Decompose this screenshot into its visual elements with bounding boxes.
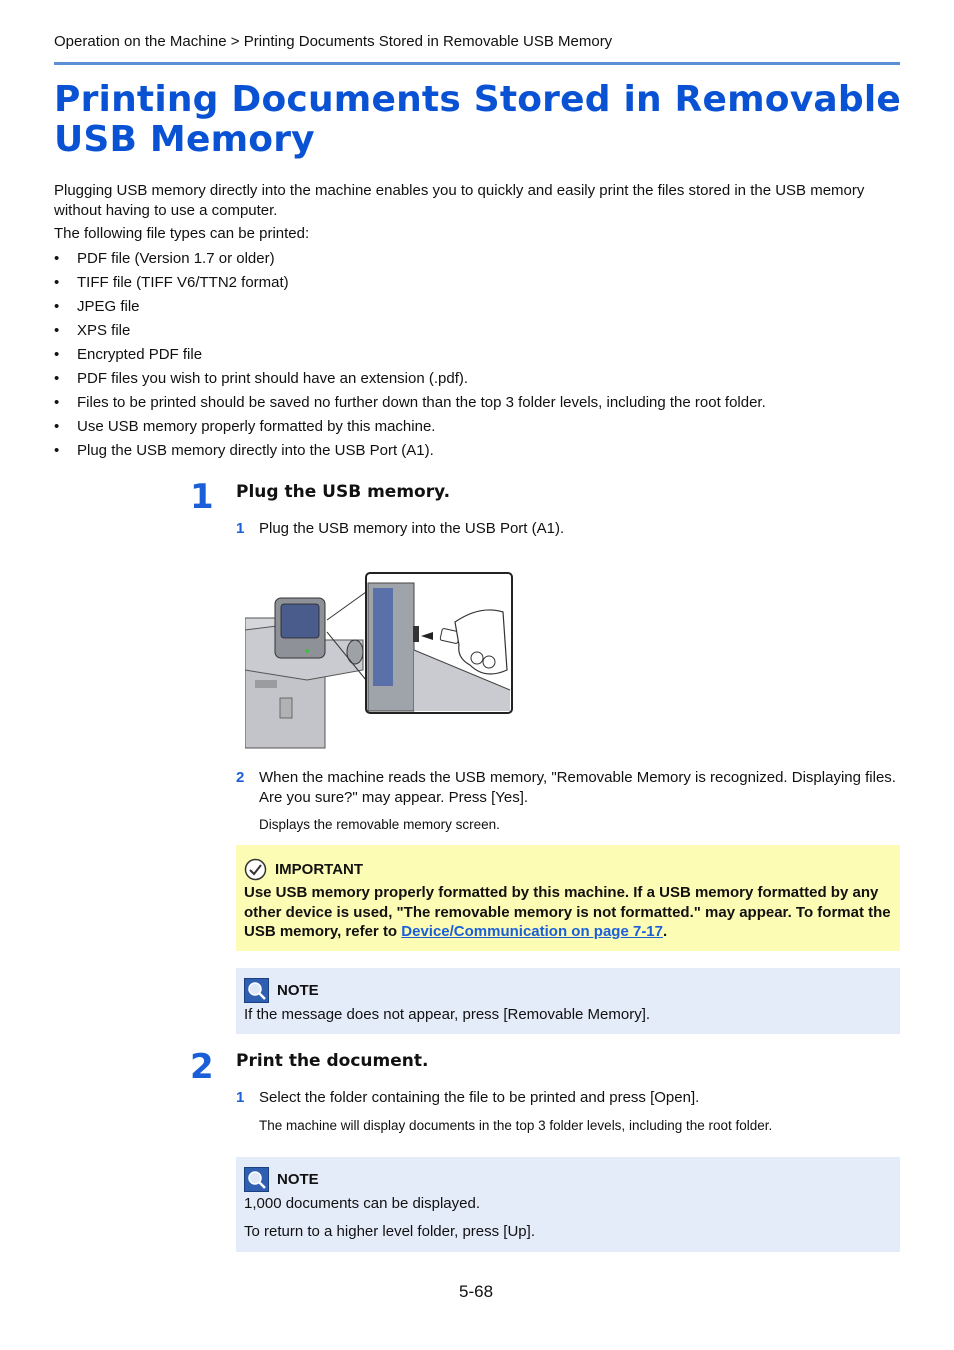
list-item: • JPEG file (54, 295, 900, 319)
note-header (244, 1167, 319, 1192)
intro-paragraph: Plugging USB memory directly into the machine enables you to quickly and easily print the files stored in the USB memory without having to use a computer. (54, 182, 865, 219)
page-number: 5-68 (459, 1282, 494, 1301)
page-title-line1: Printing Documents Stored in Removable (54, 79, 902, 120)
note-magnifier-icon (244, 978, 269, 1003)
step2-substep1 (236, 1088, 900, 1108)
list-item: • TIFF file (TIFF V6/TTN2 format) (54, 271, 900, 295)
important-label: IMPORTANT (275, 861, 364, 878)
breadcrumb: Operation on the Machine > Printing Documents Stored in Removable USB Memory (54, 33, 613, 50)
step2-title: Print the document. (236, 1051, 429, 1071)
important-text: Use USB memory properly formatted by this machine. If a USB memory formatted by any other device is used, "The removable memory is not formatted." may appear. To format the USB memory, refer to (244, 884, 891, 940)
list-item: • PDF files you wish to print should have an extension (.pdf). (54, 367, 900, 391)
note-text: 1,000 documents can be displayed. (244, 1195, 480, 1212)
usb-port-illustration (245, 570, 515, 750)
page-title (54, 80, 914, 160)
substep-text: Select the folder containing the file to be printed and press [Open]. (259, 1089, 700, 1106)
substep-number: 1 (236, 1089, 245, 1106)
substep-number: 1 (236, 520, 245, 537)
substep-text: Plug the USB memory into the USB Port (A1). (259, 520, 565, 537)
page-title-line2: USB Memory (54, 119, 315, 160)
step1-substep1 (236, 519, 900, 539)
note-box (236, 968, 900, 1034)
step1-number: 1 (190, 477, 214, 517)
step1-substep2-note: Displays the removable memory screen. (259, 817, 500, 832)
header-rule (54, 62, 900, 65)
checkmark-circle-icon (244, 858, 267, 881)
list-item: • Files to be printed should be saved no further down than the top 3 folder levels, including the root folder. (54, 391, 900, 415)
list-item: • XPS file (54, 319, 900, 343)
important-body (244, 883, 892, 942)
step2-number: 2 (190, 1047, 214, 1087)
file-types-intro: The following file types can be printed: (54, 225, 310, 242)
note-text: To return to a higher level folder, press [Up]. (244, 1223, 535, 1240)
note-label: NOTE (277, 982, 319, 999)
list-item: • Encrypted PDF file (54, 343, 900, 367)
substep-number: 2 (236, 769, 245, 786)
step1-substep2 (236, 768, 900, 808)
note-magnifier-icon (244, 1167, 269, 1192)
note-text: If the message does not appear, press [Removable Memory]. (244, 1006, 651, 1023)
zoom-callout (366, 573, 512, 713)
list-item: • Use USB memory properly formatted by this machine. (54, 415, 900, 439)
note-box (236, 1157, 900, 1252)
machine-drawing (245, 598, 363, 748)
list-item: • Plug the USB memory directly into the USB Port (A1). (54, 439, 900, 463)
note-header (244, 978, 319, 1003)
list-item: • PDF file (Version 1.7 or older) (54, 247, 900, 271)
note-label: NOTE (277, 1171, 319, 1188)
step2-substep1-note: The machine will display documents in the top 3 folder levels, including the root folder. (259, 1118, 773, 1133)
substep-text: When the machine reads the USB memory, "Removable Memory is recognized. Displaying files. Are you sure?" may appear. Press [Yes]. (259, 769, 896, 806)
step1-title: Plug the USB memory. (236, 482, 451, 502)
important-box (236, 845, 900, 951)
important-end: . (663, 923, 668, 940)
important-header (244, 858, 363, 881)
bullet-list (54, 247, 900, 463)
device-communication-link[interactable]: Device/Communication on page 7-17 (401, 923, 663, 940)
